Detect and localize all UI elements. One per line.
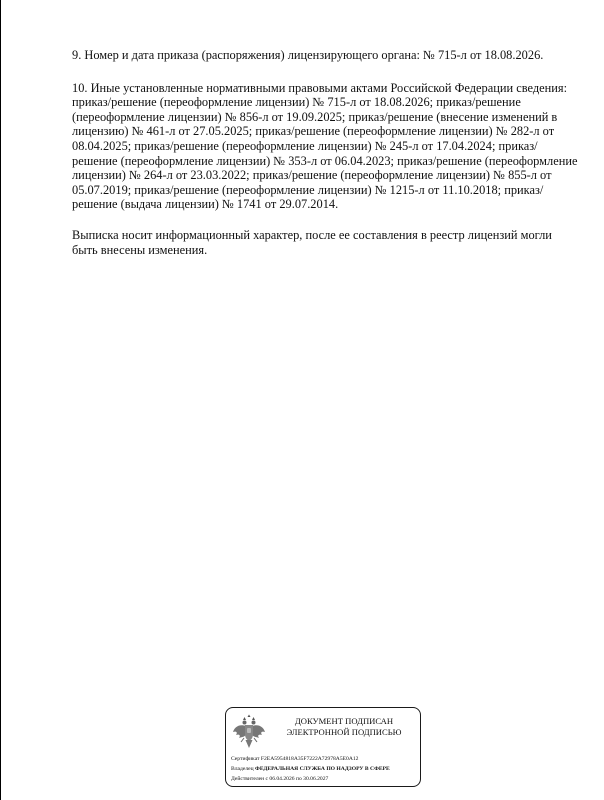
stamp-owner-line [231,764,421,774]
disclaimer-text: Выписка носит информационный характер, после ее составления в реестр лицензий могли быть внесены изменения. [72,227,552,257]
page-left-edge [0,0,1,800]
stamp-heading-line-1: ДОКУМЕНТ ПОДПИСАН [294,716,394,726]
double-headed-eagle-icon [232,714,266,752]
stamp-validity-line: Действителен с 06.04.2026 по 30.06.2027 [231,776,329,782]
document-body [72,48,580,274]
stamp-certificate-value: F2EA5954818A35F7222A72978A5E0A12 [260,756,359,762]
item-10-other-info: 10. Иные установленные нормативными правовыми актами Российской Федерации сведения: приказ/решение (переоформление лицензии) № 715-л от 18.08.2026; приказ/решение (переоформление лицензии) № 856-л от 19.09.2025; приказ/решение (внесение изменений в лицензию) № 461-л от 27.05.2025; приказ/решение (переоформление лицензии) № 282-л от 08.04.2025; приказ/решение (переоформление лицензии) № 245-л от 17.04.2024; приказ/решение (переоформление лицензии) № 353-л от 06.04.2023; приказ/решение (переоформление лицензии) № 264-л от 23.03.2022; приказ/решение (переоформление лицензии) № 855-л от 05.07.2019; приказ/решение (переоформление лицензии) № 1215-л от 11.10.2018; приказ/решение (выдача лицензии) № 1741 от 29.07.2014. [72,80,578,212]
stamp-certificate-line [231,754,421,764]
electronic-signature-stamp [225,707,421,787]
stamp-owner-value: ФЕДЕРАЛЬНАЯ СЛУЖБА ПО НАДЗОРУ В СФЕРЕ [255,766,390,772]
stamp-certificate-label: Сертификат [231,756,260,762]
stamp-heading-line-2: ЭЛЕКТРОННОЙ ПОДПИСЬЮ [286,726,402,737]
stamp-heading [268,716,420,737]
stamp-details [231,754,421,784]
item-9-order-number: 9. Номер и дата приказа (распоряжения) лицензирующего органа: № 715-л от 18.08.2026. [72,48,544,62]
stamp-owner-label: Владелец [231,766,254,772]
